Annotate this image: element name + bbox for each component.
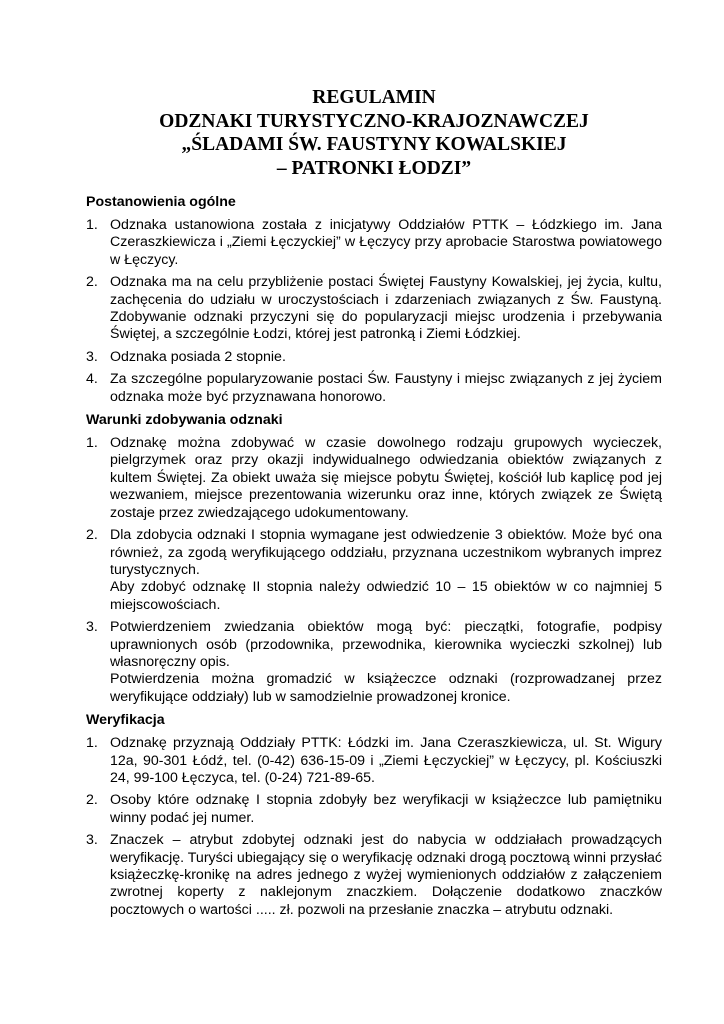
title-line-3: „ŚLADAMI ŚW. FAUSTYNY KOWALSKIEJ	[181, 134, 567, 155]
item-number: 1.	[86, 735, 98, 752]
list-item	[86, 217, 662, 269]
section-heading-conditions: Warunki zdobywania odznaki	[86, 412, 283, 429]
item-text: Osoby które odznakę I stopnia zdobyły bez weryfikacji w książeczce lub pamiętniku winny podać jej numer.	[110, 792, 662, 826]
section-heading-verification: Weryfikacja	[86, 712, 165, 729]
title-line-4: – PATRONKI ŁODZI”	[276, 157, 472, 179]
item-text: Potwierdzenia można gromadzić w książeczce odznaki (rozprowadzanej przez weryfikujące oddziały) lub w samodzielnie prowadzonej kronice.	[110, 671, 662, 705]
item-text: Potwierdzeniem zwiedzania obiektów mogą być: pieczątki, fotografie, podpisy uprawnionych osób (przodownika, przewodnika, kierownika wycieczki szkolnej) lub własnoręczny opis.	[110, 619, 662, 670]
item-number: 3.	[86, 348, 98, 365]
list-item	[86, 349, 662, 366]
item-text: Odznaka ma na celu przybliżenie postaci Świętej Faustyny Kowalskiej, jej życia, kultu, zachęcenia do udziału w uroczystościach i zdarzeniach związanych z Św. Faustyną. Zdobywanie odznaki przyczyni się do popularyzacji miejsc urodzenia i przebywania Świętej, a szczególnie Łodzi, której jest patronką i Ziemi Łódzkiej.	[110, 274, 662, 343]
item-number: 1.	[86, 217, 98, 233]
item-text: Odznakę można zdobywać w czasie dowolnego rodzaju grupowych wycieczek, pielgrzymek oraz przy okazji indywidualnego odwiedzania obiektów związanych z kultem Świętej. Za obiekt uważa się miejsce pobytu Świętej, kościół lub kaplicę pod jej wezwaniem, miejsce prezentowania wizerunku oraz inne, których związek ze Świętą zostaje przez zwiedzającego udokumentowany.	[110, 435, 662, 521]
list-item	[86, 619, 662, 706]
item-text: Aby zdobyć odznakę II stopnia należy odwiedzić 10 – 15 obiektów w co najmniej 5 miejscowościach.	[110, 579, 662, 613]
list-item	[86, 274, 662, 344]
item-text: Odznaka posiada 2 stopnie.	[110, 348, 286, 365]
item-number: 4.	[86, 371, 98, 388]
section-list-general	[86, 217, 662, 406]
item-text: Odznakę przyznają Oddziały PTTK: Łódzki im. Jana Czeraszkiewicza, ul. St. Wigury 12a, 90-301 Łódź, tel. (0-42) 636-15-09 i „Ziemi Łęczyckiej” w Łęczycy, pl. Kościuszki 24, 99-100 Łęczyca, tel. (0-24) 721-89-65.	[110, 735, 662, 786]
section-heading-general: Postanowienia ogólne	[86, 194, 236, 210]
list-item	[86, 371, 662, 406]
item-text: Za szczególne popularyzowanie postaci Św. Faustyny i miejsc związanych z jej życiem odznaka może być przyznawana honorowo.	[110, 371, 662, 405]
item-text: Odznaka ustanowiona została z inicjatywy Oddziałów PTTK – Łódzkiego im. Jana Czeraszkiewicza i „Ziemi Łęczyckiej” w Łęczycy przy aprobacie Starostwa powiatowego w Łęczycy.	[110, 217, 662, 268]
item-text: Znaczek – atrybut zdobytej odznaki jest do nabycia w oddziałach prowadzących weryfikację. Turyści ubiegający się o weryfikację odznaki drogą pocztową winni przysłać książeczkę-kronikę na adres jednego z wyżej wymienionych oddziałów z załączeniem zwrotnej koperty z naklejonym znaczkiem. Dołączenie dodatkowo znaczków pocztowych o wartości ..... zł. pozwoli na przesłanie znaczka – atrybutu odznaki.	[110, 832, 662, 918]
section-list-verification	[86, 735, 662, 919]
item-number: 2.	[86, 792, 98, 809]
item-number: 2.	[86, 527, 98, 544]
item-number: 3.	[86, 832, 98, 849]
title-line-2: ODZNAKI TURYSTYCZNO-KRAJOZNAWCZEJ	[159, 110, 589, 132]
section-list-conditions	[86, 435, 662, 706]
list-item	[86, 792, 662, 827]
title-line-1: REGULAMIN	[312, 87, 436, 108]
item-number: 2.	[86, 274, 98, 291]
list-item	[86, 832, 662, 919]
list-item	[86, 435, 662, 522]
item-number: 1.	[86, 435, 98, 452]
list-item	[86, 735, 662, 787]
document-title	[86, 86, 662, 180]
item-text: Dla zdobycia odznaki I stopnia wymagane jest odwiedzenie 3 obiektów. Może być ona również, za zgodą weryfikującego oddziału, przyznana uczestnikom wybranych imprez turystycznych.	[110, 527, 662, 578]
item-number: 3.	[86, 619, 98, 636]
list-item	[86, 527, 662, 614]
